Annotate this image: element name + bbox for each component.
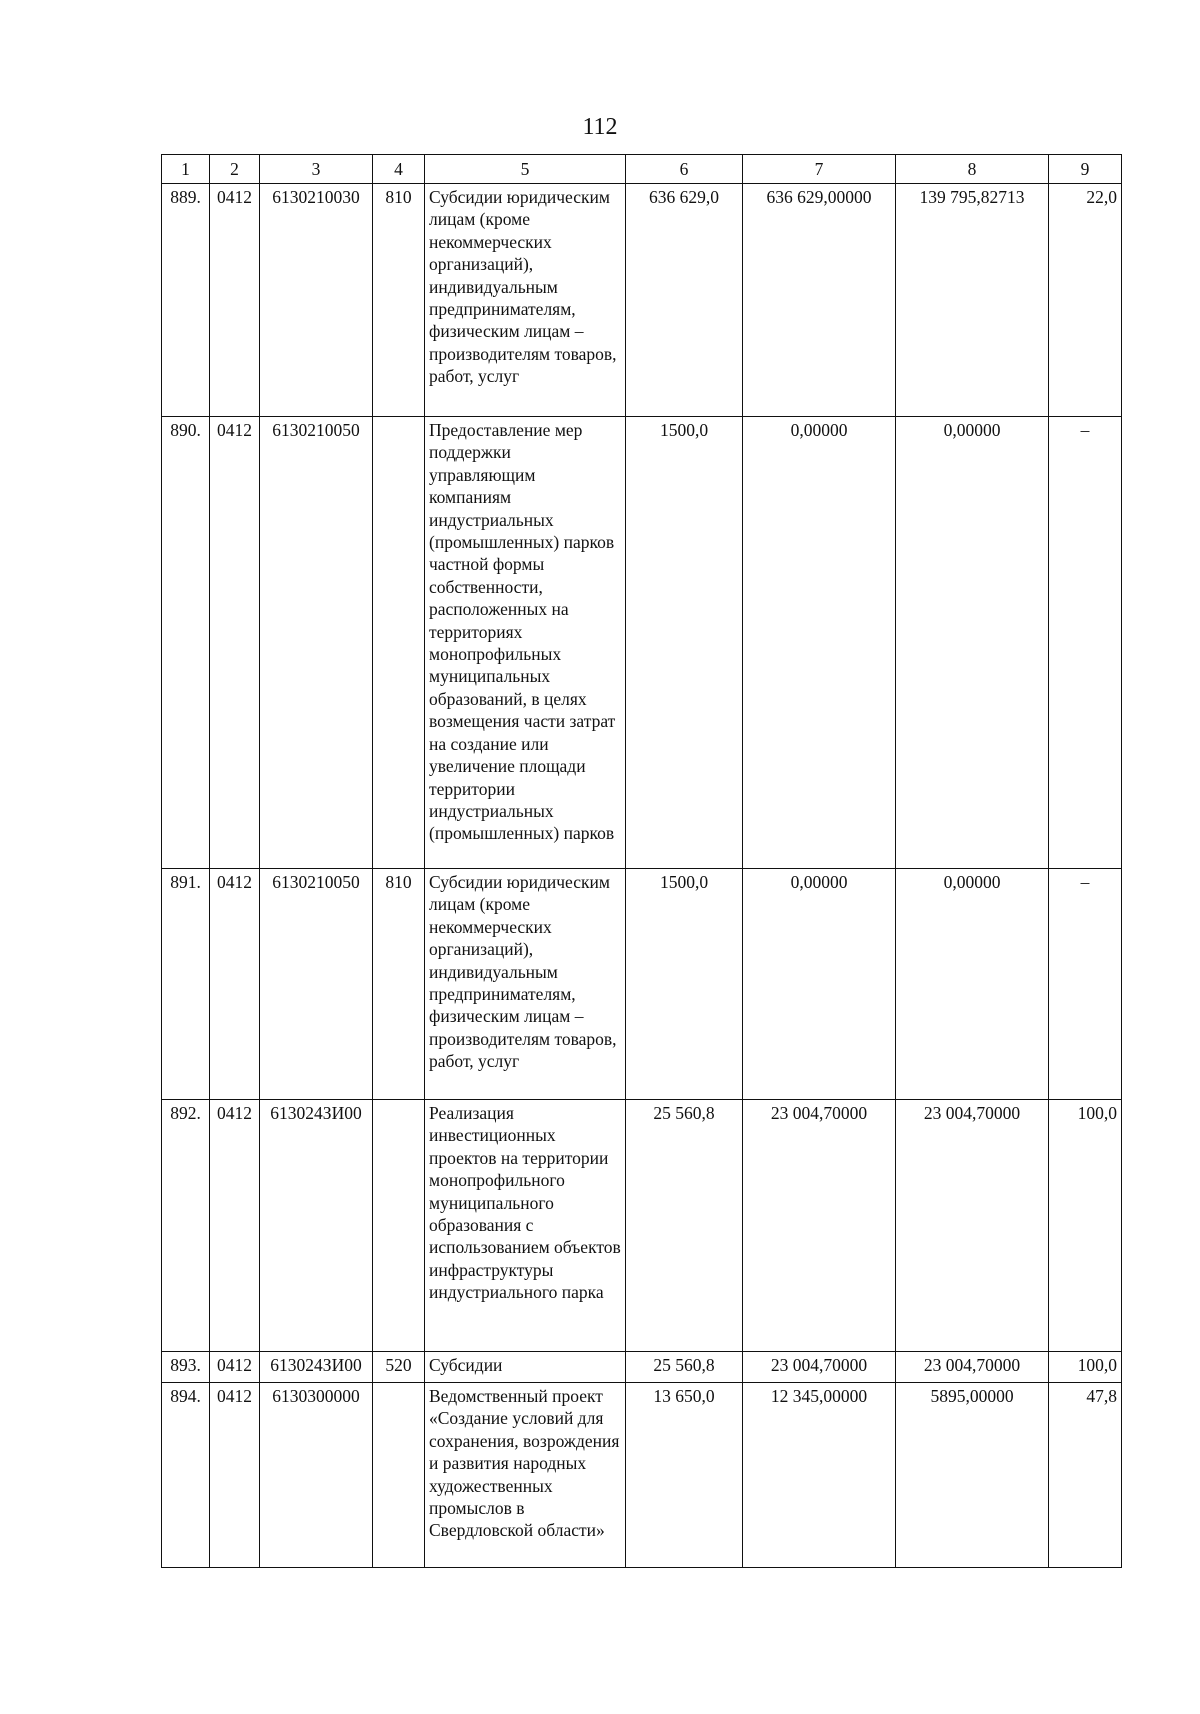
value-col-9: – — [1049, 869, 1122, 1100]
row-number: 891. — [162, 869, 210, 1100]
value-col-8: 5895,00000 — [896, 1383, 1049, 1568]
table-row — [162, 184, 1122, 417]
row-number: 894. — [162, 1383, 210, 1568]
table-row — [162, 869, 1122, 1100]
value-col-7: 23 004,70000 — [743, 1352, 896, 1383]
value-col-7: 0,00000 — [743, 417, 896, 869]
header-cell-3: 3 — [260, 155, 373, 184]
value-col-9: – — [1049, 417, 1122, 869]
section-code: 0412 — [210, 869, 260, 1100]
header-cell-1: 1 — [162, 155, 210, 184]
table-body — [162, 184, 1122, 1568]
expense-type — [373, 1100, 425, 1352]
expense-type: 520 — [373, 1352, 425, 1383]
value-col-8: 23 004,70000 — [896, 1100, 1049, 1352]
value-col-6: 636 629,0 — [626, 184, 743, 417]
header-cell-9: 9 — [1049, 155, 1122, 184]
item-name: Субсидии юридическим лицам (кроме некоммерческих организаций), индивидуальным предпринимателям, физическим лицам – производителям товаров, работ, услуг — [425, 869, 626, 1100]
target-code: 6130210050 — [260, 869, 373, 1100]
row-number: 893. — [162, 1352, 210, 1383]
value-col-7: 23 004,70000 — [743, 1100, 896, 1352]
expense-type: 810 — [373, 869, 425, 1100]
value-col-8: 23 004,70000 — [896, 1352, 1049, 1383]
row-number: 889. — [162, 184, 210, 417]
header-row — [162, 155, 1122, 184]
table-row — [162, 417, 1122, 869]
table-row — [162, 1352, 1122, 1383]
value-col-8: 0,00000 — [896, 869, 1049, 1100]
row-number: 892. — [162, 1100, 210, 1352]
value-col-6: 1500,0 — [626, 417, 743, 869]
table-row — [162, 1383, 1122, 1568]
section-code: 0412 — [210, 1352, 260, 1383]
value-col-9: 22,0 — [1049, 184, 1122, 417]
value-col-8: 139 795,82713 — [896, 184, 1049, 417]
section-code: 0412 — [210, 417, 260, 869]
value-col-6: 25 560,8 — [626, 1352, 743, 1383]
value-col-9: 47,8 — [1049, 1383, 1122, 1568]
section-code: 0412 — [210, 1100, 260, 1352]
value-col-7: 0,00000 — [743, 869, 896, 1100]
header-cell-6: 6 — [626, 155, 743, 184]
item-name: Предоставление мер поддержки управляющим компаниям индустриальных (промышленных) парков частной формы собственности, расположенных на территориях монопрофильных муниципальных образований, в целях возмещения части затрат на создание или увеличение площади территории индустриальных (промышленных) парков — [425, 417, 626, 869]
value-col-7: 636 629,00000 — [743, 184, 896, 417]
expense-type — [373, 1383, 425, 1568]
target-code: 6130210030 — [260, 184, 373, 417]
item-name: Ведомственный проект «Создание условий для сохранения, возрождения и развития народных художественных промыслов в Свердловской области» — [425, 1383, 626, 1568]
value-col-6: 13 650,0 — [626, 1383, 743, 1568]
value-col-7: 12 345,00000 — [743, 1383, 896, 1568]
item-name: Субсидии юридическим лицам (кроме некоммерческих организаций), индивидуальным предпринимателям, физическим лицам – производителям товаров, работ, услуг — [425, 184, 626, 417]
target-code: 6130300000 — [260, 1383, 373, 1568]
page-number: 112 — [582, 114, 618, 140]
item-name: Реализация инвестиционных проектов на территории монопрофильного муниципального образования с использованием объектов инфраструктуры индустриального парка — [425, 1100, 626, 1352]
row-number: 890. — [162, 417, 210, 869]
value-col-8: 0,00000 — [896, 417, 1049, 869]
header-cell-4: 4 — [373, 155, 425, 184]
target-code: 613024ЗИ00 — [260, 1352, 373, 1383]
header-cell-2: 2 — [210, 155, 260, 184]
header-cell-7: 7 — [743, 155, 896, 184]
value-col-9: 100,0 — [1049, 1352, 1122, 1383]
section-code: 0412 — [210, 184, 260, 417]
header-cell-8: 8 — [896, 155, 1049, 184]
budget-table — [161, 154, 1122, 1568]
expense-type — [373, 417, 425, 869]
header-cell-5: 5 — [425, 155, 626, 184]
target-code: 6130210050 — [260, 417, 373, 869]
value-col-6: 25 560,8 — [626, 1100, 743, 1352]
value-col-6: 1500,0 — [626, 869, 743, 1100]
section-code: 0412 — [210, 1383, 260, 1568]
table-header — [162, 155, 1122, 184]
item-name: Субсидии — [425, 1352, 626, 1383]
expense-type: 810 — [373, 184, 425, 417]
table-row — [162, 1100, 1122, 1352]
target-code: 613024ЗИ00 — [260, 1100, 373, 1352]
value-col-9: 100,0 — [1049, 1100, 1122, 1352]
